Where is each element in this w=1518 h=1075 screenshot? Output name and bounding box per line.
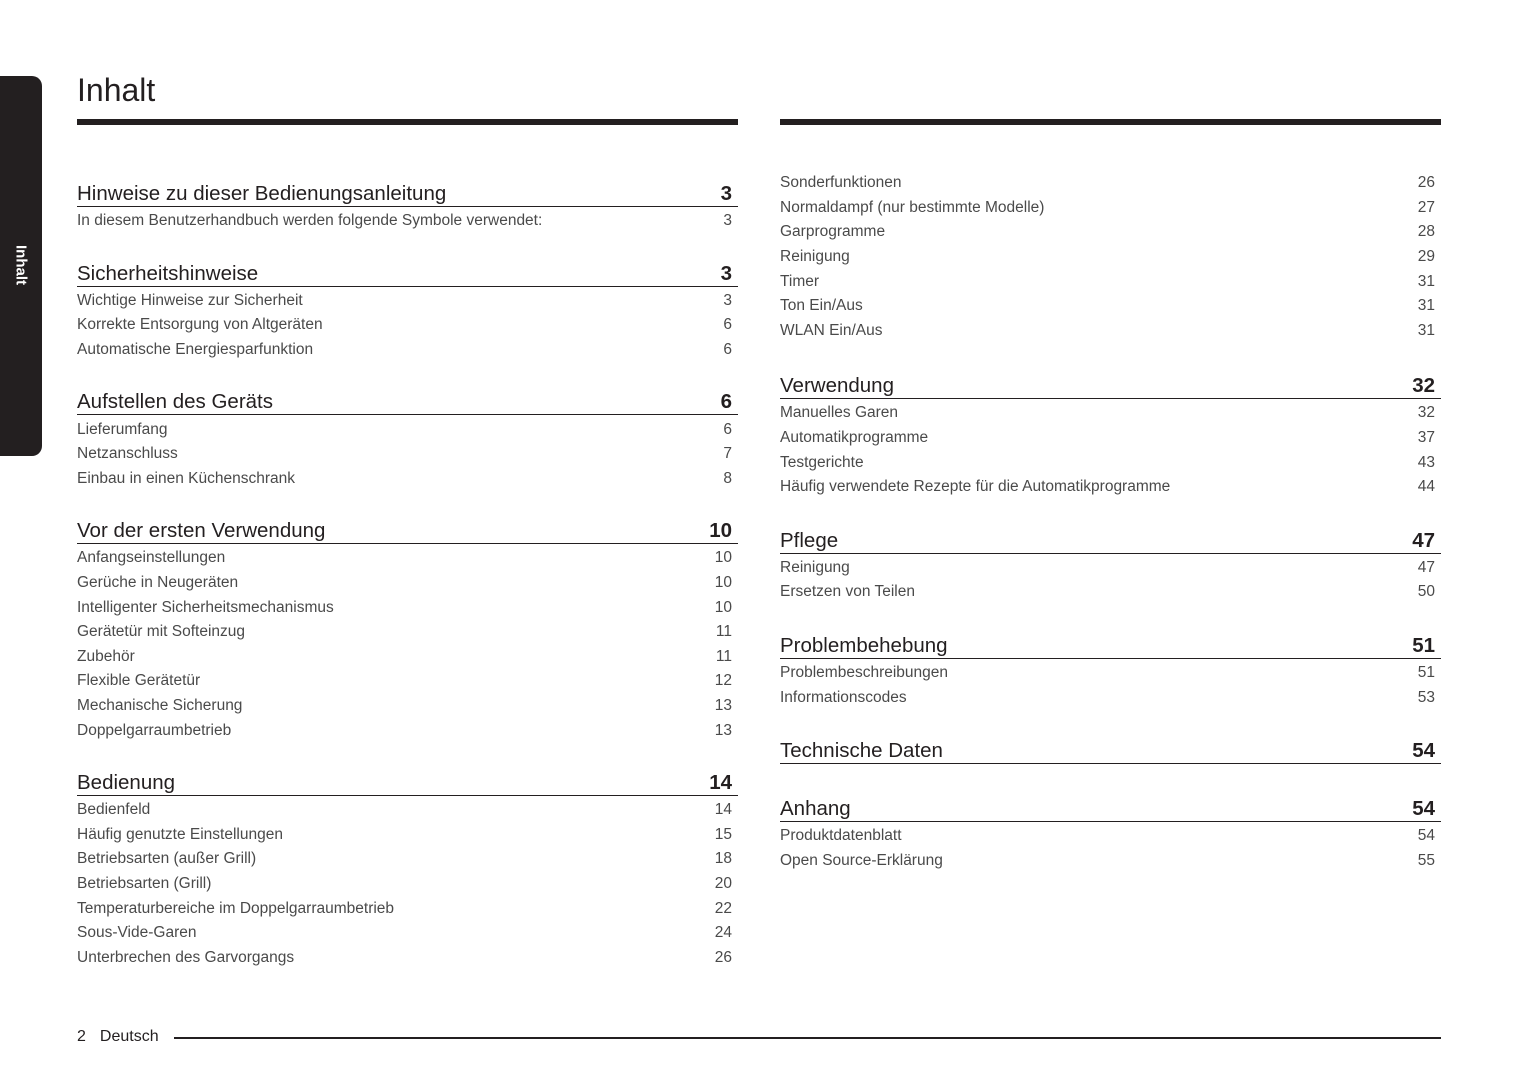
toc-section-page: 47 (1412, 528, 1435, 552)
toc-entry-page: 37 (1417, 429, 1435, 447)
toc-entry-label: Korrekte Entsorgung von Altgeräten (77, 316, 323, 334)
toc-entry[interactable] (780, 171, 1441, 196)
toc-section-title: Sicherheitshinweise (77, 261, 259, 285)
toc-entry-page: 13 (714, 721, 732, 739)
toc-entry-page: 43 (1417, 453, 1435, 471)
toc-section (77, 379, 738, 491)
toc-entry-label: Gerätetür mit Softeinzug (77, 623, 245, 641)
toc-section-title: Pflege (780, 528, 839, 552)
toc-section (780, 363, 1441, 499)
toc-entry-page: 50 (1417, 583, 1435, 601)
toc-entry-label: Manuelles Garen (780, 404, 899, 422)
toc-entry[interactable] (77, 945, 738, 970)
toc-entry-page: 31 (1417, 272, 1435, 290)
toc-entry-page: 12 (714, 672, 732, 690)
toc-left-column (77, 171, 738, 987)
toc-entry-label: WLAN Ein/Aus (780, 321, 883, 339)
toc-section-heading[interactable] (77, 760, 738, 796)
toc-entry-label: In diesem Benutzerhandbuch werden folgende Symbole verwendet: (77, 212, 543, 230)
toc-entry-label: Betriebsarten (Grill) (77, 874, 212, 892)
toc-entry-page: 28 (1417, 223, 1435, 241)
toc-entry[interactable] (780, 426, 1441, 451)
toc-entry-label: Testgerichte (780, 453, 864, 471)
toc-entry-label: Anfangseinstellungen (77, 549, 226, 567)
toc-section (780, 518, 1441, 605)
title-rule-right (780, 119, 1441, 125)
toc-entry-page: 22 (714, 899, 732, 917)
toc-entry[interactable] (77, 442, 738, 467)
toc-entry-page: 7 (723, 445, 732, 463)
toc-entry-page: 26 (1417, 174, 1435, 192)
toc-section-page: 32 (1412, 374, 1435, 398)
toc-entry-page: 54 (1417, 827, 1435, 845)
toc-entry-label: Gerüche in Neugeräten (77, 574, 239, 592)
toc-section (780, 728, 1441, 766)
toc-entry-label: Produktdatenblatt (780, 827, 902, 845)
toc-entry-page: 8 (723, 469, 732, 487)
toc-entry-label: Garprogramme (780, 223, 886, 241)
toc-entry-list (780, 659, 1441, 710)
toc-entry-list (780, 399, 1441, 499)
footer-language: Deutsch (99, 1028, 159, 1045)
toc-entry[interactable] (77, 313, 738, 338)
toc-entry-label: Open Source-Erklärung (780, 851, 943, 869)
toc-section-title: Vor der ersten Verwendung (77, 519, 326, 543)
toc-entry-label: Automatikprogramme (780, 429, 929, 447)
toc-entry[interactable] (77, 896, 738, 921)
toc-entry-label: Wichtige Hinweise zur Sicherheit (77, 291, 303, 309)
toc-entry[interactable] (77, 921, 738, 946)
toc-entry[interactable] (77, 338, 738, 363)
toc-entry[interactable] (77, 669, 738, 694)
toc-entry-page: 53 (1417, 688, 1435, 706)
toc-section-heading[interactable] (77, 508, 738, 544)
toc-entry-page: 32 (1417, 404, 1435, 422)
toc-entry-label: Betriebsarten (außer Grill) (77, 850, 257, 868)
toc-section-page: 10 (709, 519, 732, 543)
toc-entry-page: 10 (714, 574, 732, 592)
toc-entry[interactable] (780, 556, 1441, 581)
toc-section-heading[interactable] (77, 251, 738, 287)
toc-section-title: Anhang (780, 796, 851, 820)
toc-entry-label: Intelligenter Sicherheitsmechanismus (77, 598, 334, 616)
toc-entry-list (77, 415, 738, 491)
toc-entry-page: 44 (1417, 478, 1435, 496)
toc-section-title: Hinweise zu dieser Bedienungsanleitung (77, 182, 447, 205)
toc-section-heading[interactable] (77, 171, 738, 207)
toc-entry[interactable] (77, 694, 738, 719)
side-tab-label: Inhalt (12, 245, 30, 285)
toc-entry[interactable] (77, 645, 738, 670)
toc-entry-label: Timer (780, 272, 820, 290)
toc-entry[interactable] (780, 685, 1441, 710)
toc-entry-page: 51 (1417, 664, 1435, 682)
toc-entry-page: 20 (714, 874, 732, 892)
toc-entry-label: Reinigung (780, 558, 850, 576)
page-footer (77, 1026, 159, 1048)
toc-entry-label: Temperaturbereiche im Doppelgarraumbetrieb (77, 899, 395, 917)
toc-entry-label: Automatische Energiesparfunktion (77, 341, 314, 359)
toc-entry-page: 11 (715, 647, 732, 665)
toc-entry-label: Reinigung (780, 248, 850, 266)
toc-entry-page: 55 (1417, 851, 1435, 869)
toc-entry[interactable] (77, 798, 738, 823)
toc-entry-label: Häufig verwendete Rezepte für die Automatikprogramme (780, 478, 1171, 496)
toc-entry-label: Einbau in einen Küchenschrank (77, 469, 296, 487)
toc-entry[interactable] (77, 718, 738, 743)
toc-section (77, 251, 738, 363)
toc-section-page: 51 (1412, 633, 1435, 657)
toc-entry[interactable] (77, 620, 738, 645)
toc-entry-page: 6 (723, 341, 732, 359)
toc-section-heading[interactable] (780, 363, 1441, 399)
toc-entry-list (77, 207, 738, 234)
toc-entry[interactable] (77, 467, 738, 492)
toc-entry-page: 10 (714, 598, 732, 616)
toc-entry-label: Zubehör (77, 647, 135, 665)
toc-entry-page: 24 (714, 924, 732, 942)
toc-section-page: 6 (720, 390, 732, 414)
toc-entry[interactable] (780, 319, 1441, 344)
toc-entry[interactable] (780, 824, 1441, 849)
toc-entry-page: 27 (1417, 198, 1435, 216)
toc-entry[interactable] (780, 294, 1441, 319)
toc-entry-label: Unterbrechen des Garvorgangs (77, 948, 295, 966)
toc-section-title: Verwendung (780, 374, 894, 398)
toc-entry-label: Normaldampf (nur bestimmte Modelle) (780, 198, 1045, 216)
toc-entry[interactable] (780, 401, 1441, 426)
toc-section-heading[interactable] (780, 623, 1441, 659)
toc-section-heading[interactable] (780, 518, 1441, 554)
toc-entry-page: 18 (714, 850, 732, 868)
toc-entry-label: Informationscodes (780, 688, 907, 706)
toc-section-page: 14 (709, 770, 732, 794)
toc-entry-page: 13 (714, 697, 732, 715)
toc-section-heading[interactable] (77, 379, 738, 415)
toc-entry-label: Ersetzen von Teilen (780, 583, 915, 601)
toc-entry-page: 31 (1417, 321, 1435, 339)
toc-section-page: 54 (1412, 738, 1435, 762)
toc-entry[interactable] (780, 450, 1441, 475)
toc-section-page: 3 (720, 261, 732, 285)
toc-section-title: Problembehebung (780, 633, 948, 657)
toc-entry-list (77, 544, 738, 743)
toc-section (77, 171, 738, 234)
toc-entry-page: 6 (723, 420, 732, 438)
footer-rule (174, 1037, 1441, 1039)
footer-page-number: 2 (77, 1028, 86, 1045)
toc-entry[interactable] (77, 417, 738, 442)
toc-entry-label: Flexible Gerätetür (77, 672, 201, 690)
toc-entry-page: 31 (1417, 297, 1435, 315)
toc-section-heading[interactable] (780, 786, 1441, 822)
toc-entry-list (780, 554, 1441, 605)
toc-entry[interactable] (77, 546, 738, 571)
toc-entry-page: 14 (714, 801, 732, 819)
toc-right-column (780, 171, 1441, 891)
page-title: Inhalt (77, 72, 156, 108)
toc-entry[interactable] (77, 823, 738, 848)
toc-entry[interactable] (77, 595, 738, 620)
toc-entry[interactable] (780, 661, 1441, 686)
toc-entry[interactable] (77, 872, 738, 897)
toc-section (780, 786, 1441, 873)
toc-entry-label: Sonderfunktionen (780, 174, 902, 192)
toc-entry-label: Lieferumfang (77, 420, 168, 438)
toc-entry-list (780, 764, 1441, 766)
toc-entry-page: 11 (715, 623, 732, 641)
toc-entry[interactable] (780, 196, 1441, 221)
toc-entry-label: Doppelgarraumbetrieb (77, 721, 232, 739)
toc-entry-page: 6 (723, 316, 732, 334)
toc-entry[interactable] (780, 220, 1441, 245)
toc-section-title: Bedienung (77, 770, 176, 794)
toc-section-title: Technische Daten (780, 738, 943, 762)
toc-entry-list (77, 796, 738, 970)
toc-entry[interactable] (780, 245, 1441, 270)
toc-entry-page: 3 (723, 212, 732, 230)
toc-entry[interactable] (77, 847, 738, 872)
toc-section (77, 760, 738, 970)
toc-entry[interactable] (780, 849, 1441, 874)
toc-entry[interactable] (77, 289, 738, 314)
toc-section (77, 508, 738, 743)
toc-entry-page: 29 (1417, 248, 1435, 266)
toc-entry-page: 10 (714, 549, 732, 567)
toc-entry-label: Sous-Vide-Garen (77, 924, 197, 942)
toc-entry-page: 15 (714, 825, 732, 843)
toc-section-title: Aufstellen des Geräts (77, 390, 273, 414)
toc-entry-label: Problembeschreibungen (780, 664, 949, 682)
toc-entry[interactable] (77, 209, 738, 234)
toc-entry-label: Bedienfeld (77, 801, 151, 819)
toc-section-heading[interactable] (780, 728, 1441, 764)
toc-entry-page: 26 (714, 948, 732, 966)
toc-continuation-list (780, 171, 1441, 343)
toc-entry-page: 47 (1417, 558, 1435, 576)
toc-entry-label: Häufig genutzte Einstellungen (77, 825, 283, 843)
toc-section-page: 54 (1412, 796, 1435, 820)
toc-entry-label: Netzanschluss (77, 445, 178, 463)
toc-entry-list (780, 822, 1441, 873)
toc-section (780, 623, 1441, 710)
toc-entry-list (77, 287, 738, 363)
toc-entry-label: Ton Ein/Aus (780, 297, 863, 315)
toc-entry-page: 3 (723, 291, 732, 309)
toc-entry[interactable] (780, 580, 1441, 605)
toc-entry-label: Mechanische Sicherung (77, 697, 243, 715)
toc-entry[interactable] (780, 269, 1441, 294)
toc-entry[interactable] (77, 571, 738, 596)
toc-entry[interactable] (780, 475, 1441, 500)
toc-section-page: 3 (720, 182, 732, 205)
title-rule-left (77, 119, 738, 125)
